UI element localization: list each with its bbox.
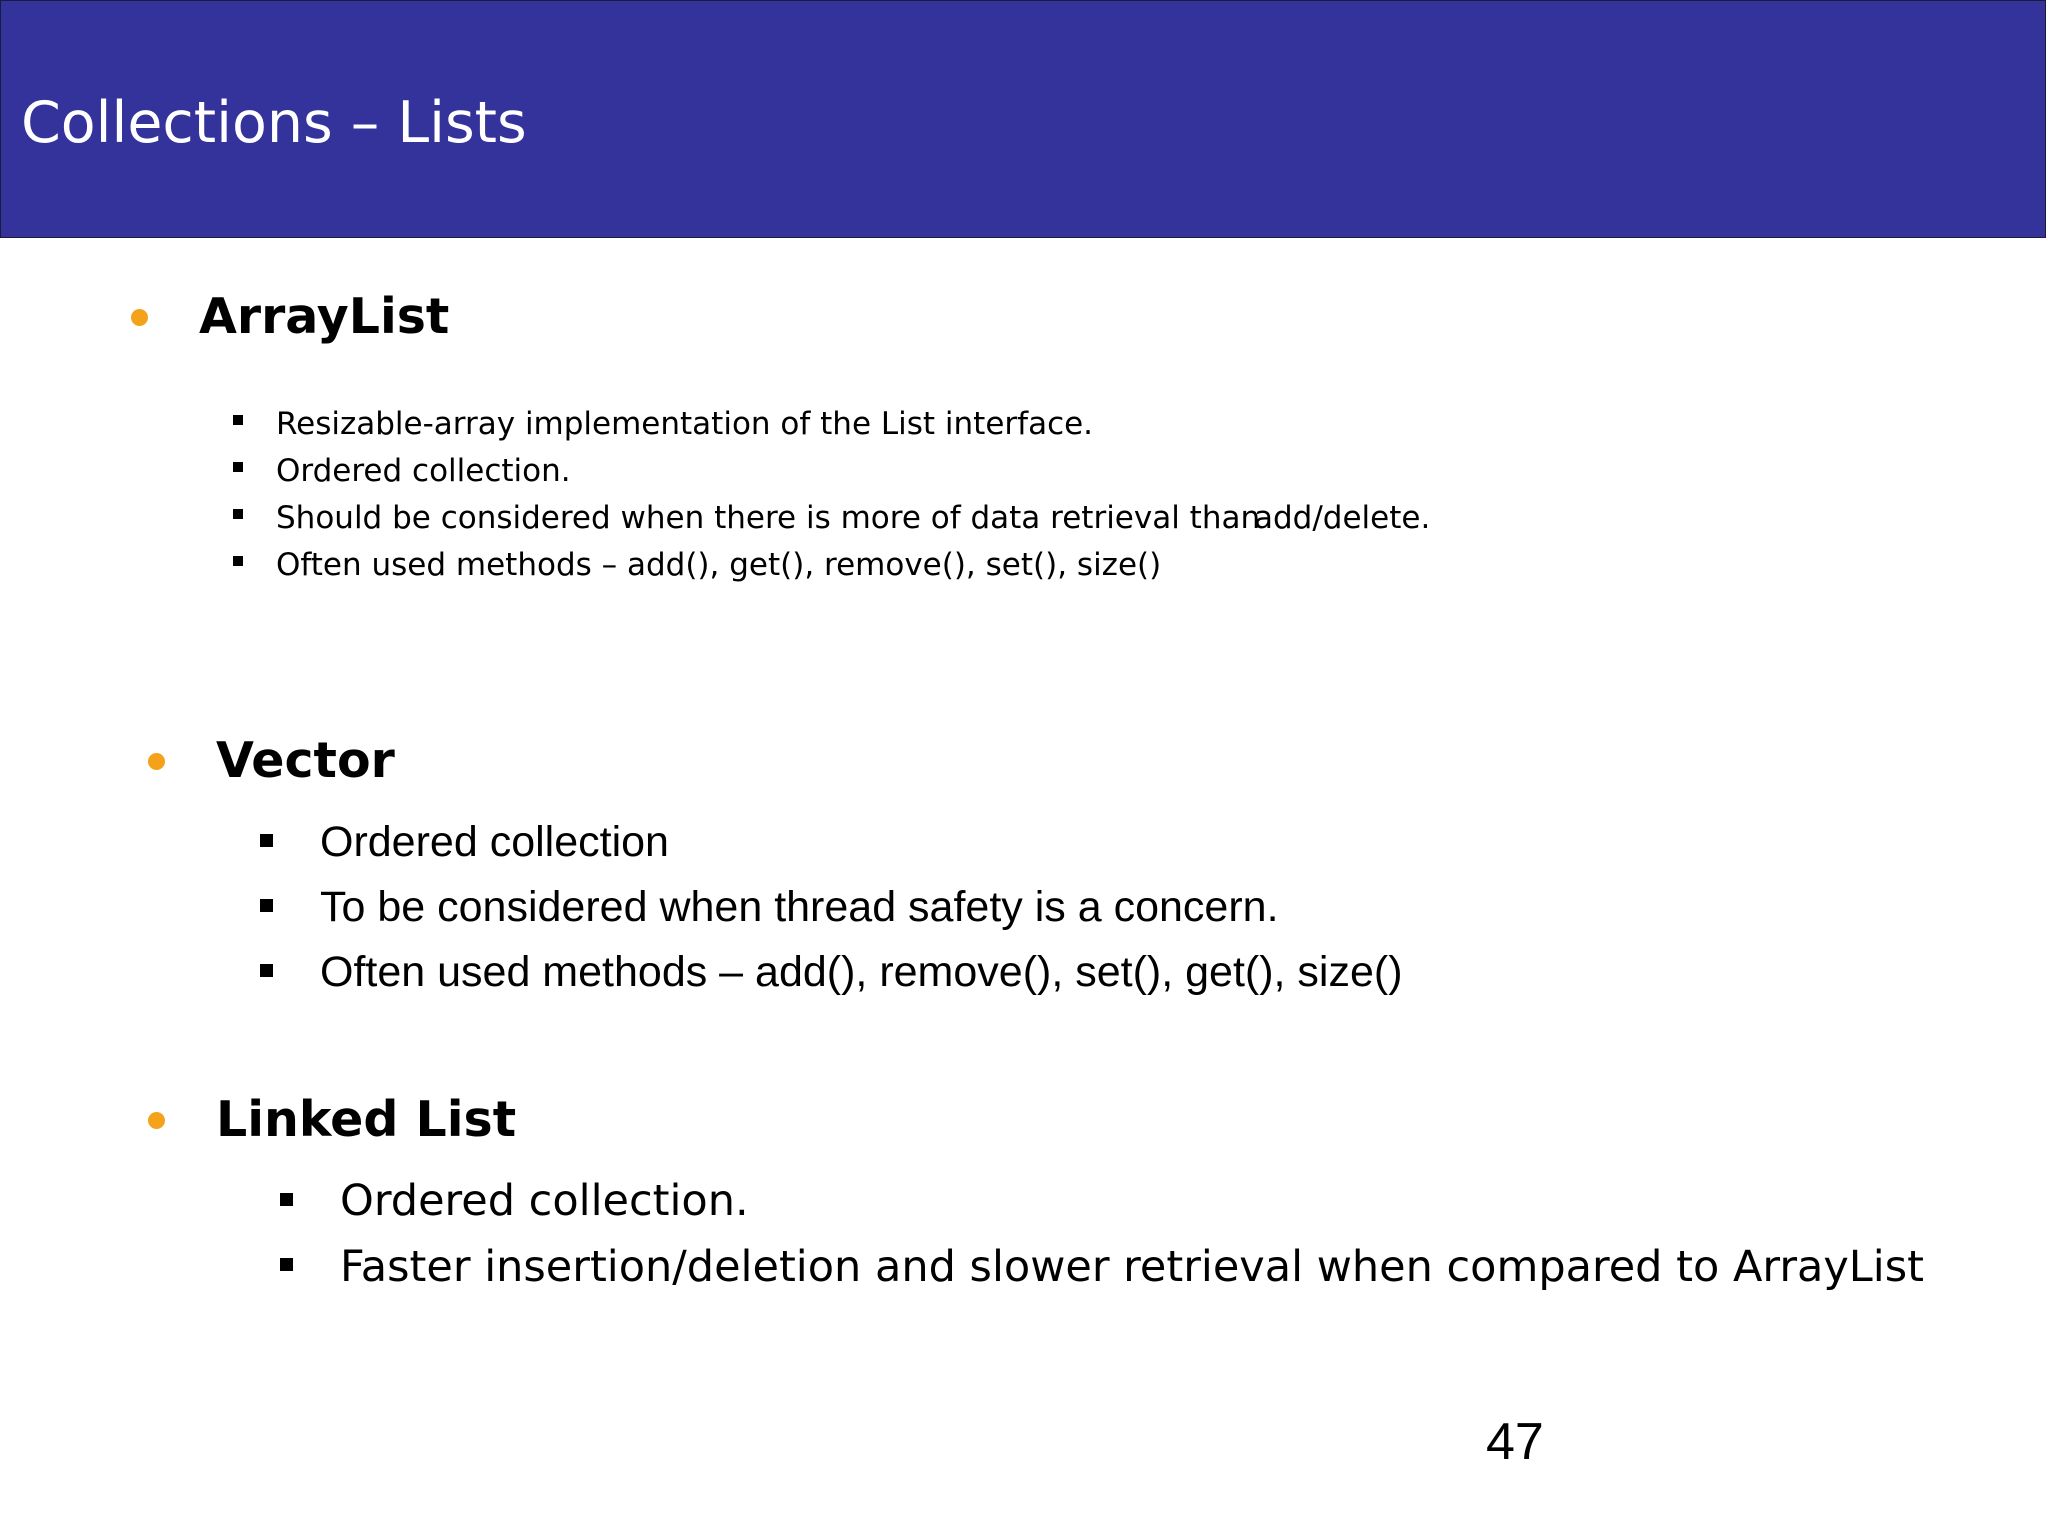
square-bullet-icon [233, 462, 243, 472]
list-item-tail: add/delete. [1254, 500, 1431, 536]
list-item: Ordered collection. [340, 1176, 749, 1226]
square-bullet-icon [260, 899, 273, 912]
square-bullet-icon [233, 556, 243, 566]
orange-bullet-icon [148, 753, 165, 770]
list-item: To be considered when thread safety is a concern. [320, 883, 1279, 931]
page-number: 47 [1486, 1413, 1544, 1471]
slide-title: Collections – Lists [21, 90, 527, 156]
square-bullet-icon [280, 1258, 293, 1271]
section-heading-linked-list: Linked List [216, 1091, 517, 1148]
list-item: Ordered collection. [276, 453, 571, 489]
title-bar [0, 0, 2046, 238]
orange-bullet-icon [131, 309, 148, 326]
square-bullet-icon [233, 509, 243, 519]
list-item: Often used methods – add(), get(), remove(), set(), size() [276, 547, 1162, 583]
square-bullet-icon [260, 964, 273, 977]
orange-bullet-icon [148, 1112, 165, 1129]
section-heading-vector: Vector [216, 732, 395, 789]
list-item: Should be considered when there is more of data retrieval than [276, 500, 1261, 536]
square-bullet-icon [260, 834, 273, 847]
list-item: Ordered collection [320, 818, 669, 866]
list-item: Faster insertion/deletion and slower retrieval when compared to ArrayList [340, 1242, 1924, 1292]
list-item: Often used methods – add(), remove(), set(), get(), size() [320, 948, 1403, 996]
list-item: Resizable-array implementation of the List interface. [276, 406, 1094, 442]
section-heading-arraylist: ArrayList [199, 288, 450, 345]
square-bullet-icon [233, 415, 243, 425]
square-bullet-icon [280, 1193, 293, 1206]
